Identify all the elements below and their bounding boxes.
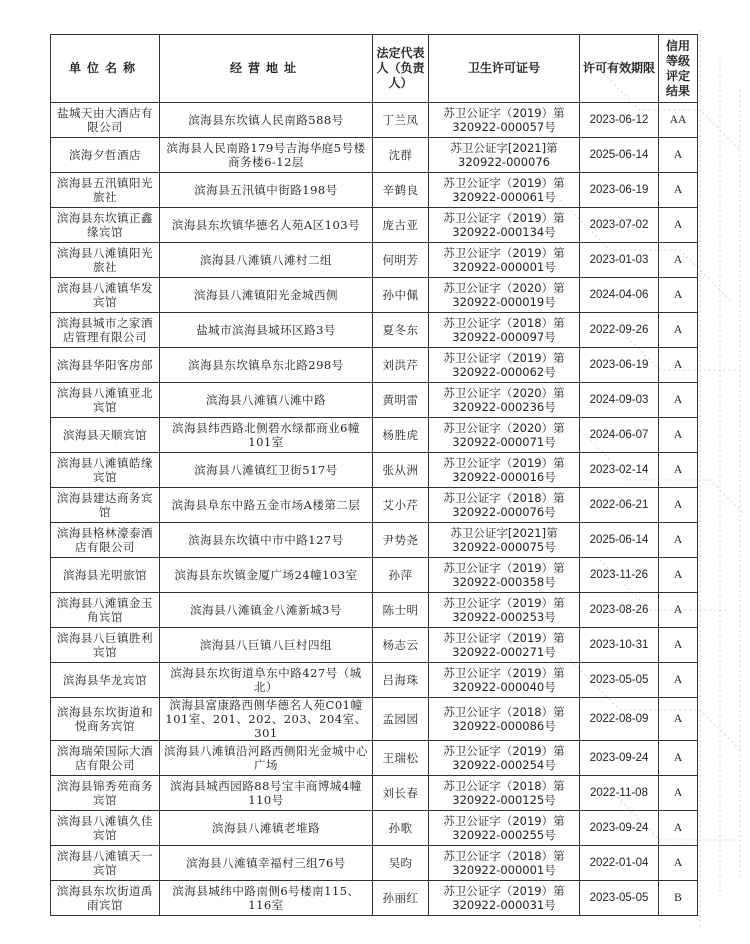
cell-credit-grade: A (659, 523, 698, 558)
cell-unit-name: 滨海县城市之家酒店管理有限公司 (51, 313, 160, 348)
cell-license-number: 苏卫公证字（2020）第320922-000236号 (429, 383, 580, 418)
cell-credit-grade: A (659, 278, 698, 313)
cell-license-number: 苏卫公证字（2019）第320922-000358号 (429, 558, 580, 593)
cell-legal-rep: 何明芳 (373, 243, 429, 278)
cell-license-expiry: 2023-05-05 (580, 881, 659, 916)
cell-license-expiry: 2024-06-07 (580, 418, 659, 453)
table-row (51, 776, 698, 811)
cell-unit-name: 滨海县八滩镇久佳宾馆 (51, 811, 160, 846)
cell-credit-grade: A (659, 418, 698, 453)
cell-unit-name: 滨海县华龙宾馆 (51, 663, 160, 698)
cell-license-number: 苏卫公证字（2019）第320922-000016号 (429, 453, 580, 488)
cell-license-expiry: 2025-06-14 (580, 138, 659, 173)
cell-legal-rep: 孙中佩 (373, 278, 429, 313)
table-row (51, 418, 698, 453)
cell-address: 滨海县东坎镇华德名人苑A区103号 (160, 208, 373, 243)
cell-address: 滨海县五汛镇中街路198号 (160, 173, 373, 208)
cell-legal-rep: 尹势尧 (373, 523, 429, 558)
cell-legal-rep: 张从洲 (373, 453, 429, 488)
table-row (51, 698, 698, 741)
cell-legal-rep: 杨胜虎 (373, 418, 429, 453)
header-unit-name: 单位名称 (51, 35, 160, 103)
cell-unit-name: 滨海县八巨镇胜利宾馆 (51, 628, 160, 663)
cell-unit-name: 滨海县八滩镇金玉角宾馆 (51, 593, 160, 628)
cell-license-expiry: 2023-06-12 (580, 103, 659, 138)
cell-license-expiry: 2023-09-24 (580, 741, 659, 776)
cell-address: 滨海县八滩镇阳光金城西侧 (160, 278, 373, 313)
cell-legal-rep: 杨志云 (373, 628, 429, 663)
cell-license-number: 苏卫公证字（2019）第320922-000061号 (429, 173, 580, 208)
table-header-row (51, 35, 698, 103)
table-row (51, 103, 698, 138)
cell-legal-rep: 孙歌 (373, 811, 429, 846)
cell-license-expiry: 2023-01-03 (580, 243, 659, 278)
cell-unit-name: 滨海瑞荣国际大酒店有限公司 (51, 741, 160, 776)
cell-legal-rep: 陈士明 (373, 593, 429, 628)
cell-legal-rep: 辛鹤良 (373, 173, 429, 208)
cell-address: 滨海县八巨镇八巨村四组 (160, 628, 373, 663)
cell-license-number: 苏卫公证字[2021]第320922-000075号 (429, 523, 580, 558)
cell-license-number: 苏卫公证字（2019）第320922-000062号 (429, 348, 580, 383)
header-license-number: 卫生许可证号 (429, 35, 580, 103)
cell-legal-rep: 刘洪芹 (373, 348, 429, 383)
table-row (51, 811, 698, 846)
cell-license-expiry: 2023-05-05 (580, 663, 659, 698)
cell-license-number: 苏卫公证字（2019）第320922-000040号 (429, 663, 580, 698)
cell-legal-rep: 沈群 (373, 138, 429, 173)
header-address: 经营地址 (160, 35, 373, 103)
cell-unit-name: 滨海县八滩镇皓缘宾馆 (51, 453, 160, 488)
cell-address: 滨海县人民南路179号吉海华庭5号楼商务楼6-12层 (160, 138, 373, 173)
cell-address: 滨海县东坎镇中市中路127号 (160, 523, 373, 558)
cell-legal-rep: 孟园园 (373, 698, 429, 741)
cell-address: 滨海县纬西路北侧碧水绿都商业6幢101室 (160, 418, 373, 453)
cell-address: 滨海县八滩镇沿河路西侧阳光金城中心广场 (160, 741, 373, 776)
cell-license-number: 苏卫公证字（2019）第320922-000134号 (429, 208, 580, 243)
cell-license-number: 苏卫公证字（2019）第320922-000057号 (429, 103, 580, 138)
cell-license-number: 苏卫公证字（2018）第320922-000086号 (429, 698, 580, 741)
cell-legal-rep: 吴昀 (373, 846, 429, 881)
cell-license-expiry: 2023-02-14 (580, 453, 659, 488)
table-row (51, 138, 698, 173)
cell-license-expiry: 2022-08-09 (580, 698, 659, 741)
cell-credit-grade: A (659, 593, 698, 628)
cell-license-expiry: 2023-07-02 (580, 208, 659, 243)
cell-address: 滨海县八滩镇红卫街517号 (160, 453, 373, 488)
table-row (51, 278, 698, 313)
cell-address: 滨海县八滩镇八滩中路 (160, 383, 373, 418)
cell-license-expiry: 2022-11-08 (580, 776, 659, 811)
cell-unit-name: 滨海县锦秀苑商务宾馆 (51, 776, 160, 811)
cell-address: 滨海县富康路西侧华德名人苑C01幢101室、201、202、203、204室、301 (160, 698, 373, 741)
cell-credit-grade: A (659, 173, 698, 208)
cell-credit-grade: A (659, 698, 698, 741)
cell-credit-grade: A (659, 243, 698, 278)
cell-license-expiry: 2023-09-24 (580, 811, 659, 846)
cell-legal-rep: 王瑞松 (373, 741, 429, 776)
cell-unit-name: 滨海县五汛镇阳光旅社 (51, 173, 160, 208)
cell-license-number: 苏卫公证字（2019）第320922-000253号 (429, 593, 580, 628)
cell-unit-name: 滨海县东坎镇正鑫缘宾馆 (51, 208, 160, 243)
table-row (51, 488, 698, 523)
cell-legal-rep: 孙丽红 (373, 881, 429, 916)
cell-credit-grade: AA (659, 103, 698, 138)
cell-unit-name: 滨海县东坎街道禹雨宾馆 (51, 881, 160, 916)
table-row (51, 663, 698, 698)
cell-unit-name: 滨海县八滩镇天一宾馆 (51, 846, 160, 881)
cell-license-number: 苏卫公证字（2020）第320922-000071号 (429, 418, 580, 453)
cell-license-expiry: 2023-06-19 (580, 173, 659, 208)
cell-legal-rep: 丁兰凤 (373, 103, 429, 138)
cell-credit-grade: A (659, 846, 698, 881)
cell-address: 滨海县东坎镇人民南路588号 (160, 103, 373, 138)
header-credit-grade: 信用等级评定结果 (659, 35, 698, 103)
cell-license-number: 苏卫公证字（2020）第320922-000019号 (429, 278, 580, 313)
cell-address: 滨海县城纬中路南侧6号楼南115、116室 (160, 881, 373, 916)
cell-address: 滨海县八滩镇金八滩新城3号 (160, 593, 373, 628)
table-row (51, 348, 698, 383)
cell-legal-rep: 孙萍 (373, 558, 429, 593)
cell-license-expiry: 2022-01-04 (580, 846, 659, 881)
cell-unit-name: 滨海县光明旅馆 (51, 558, 160, 593)
cell-credit-grade: A (659, 628, 698, 663)
cell-credit-grade: A (659, 313, 698, 348)
cell-license-expiry: 2023-08-26 (580, 593, 659, 628)
table-row (51, 313, 698, 348)
cell-credit-grade: A (659, 383, 698, 418)
cell-license-expiry: 2024-04-06 (580, 278, 659, 313)
cell-address: 滨海县东坎镇阜东北路298号 (160, 348, 373, 383)
cell-credit-grade: A (659, 811, 698, 846)
cell-license-expiry: 2023-11-26 (580, 558, 659, 593)
cell-credit-grade: B (659, 881, 698, 916)
cell-credit-grade: A (659, 138, 698, 173)
cell-address: 盐城市滨海县城环区路3号 (160, 313, 373, 348)
cell-license-expiry: 2025-06-14 (580, 523, 659, 558)
table-body (51, 103, 698, 916)
cell-license-expiry: 2023-06-19 (580, 348, 659, 383)
cell-unit-name: 滨海县东坎街道和悦商务宾馆 (51, 698, 160, 741)
table-row (51, 628, 698, 663)
cell-legal-rep: 吕海珠 (373, 663, 429, 698)
cell-address: 滨海县八滩镇八滩村二组 (160, 243, 373, 278)
cell-address: 滨海县东坎镇金厦广场24幢103室 (160, 558, 373, 593)
table-row (51, 741, 698, 776)
table-row (51, 453, 698, 488)
cell-license-number: 苏卫公证字（2019）第320922-000255号 (429, 811, 580, 846)
cell-license-number: 苏卫公证字（2019）第320922-000271号 (429, 628, 580, 663)
cell-address: 滨海县阜东中路五金市场A楼第二层 (160, 488, 373, 523)
cell-credit-grade: A (659, 663, 698, 698)
cell-address: 滨海县八滩镇幸福村三组76号 (160, 846, 373, 881)
cell-legal-rep: 刘长春 (373, 776, 429, 811)
table-row (51, 558, 698, 593)
cell-license-number: 苏卫公证字[2021]第320922-000076 (429, 138, 580, 173)
table-row (51, 173, 698, 208)
cell-credit-grade: A (659, 348, 698, 383)
table-row (51, 593, 698, 628)
cell-license-expiry: 2022-06-21 (580, 488, 659, 523)
table-row (51, 243, 698, 278)
cell-license-number: 苏卫公证字（2018）第320922-000001号 (429, 846, 580, 881)
header-license-expiry: 许可有效期限 (580, 35, 659, 103)
cell-credit-grade: A (659, 741, 698, 776)
cell-license-number: 苏卫公证字（2018）第320922-000076号 (429, 488, 580, 523)
cell-legal-rep: 夏冬东 (373, 313, 429, 348)
cell-unit-name: 滨海县八滩镇华发宾馆 (51, 278, 160, 313)
cell-unit-name: 滨海县八滩镇阳光旅社 (51, 243, 160, 278)
cell-license-number: 苏卫公证字（2019）第320922-000254号 (429, 741, 580, 776)
cell-license-expiry: 2022-09-26 (580, 313, 659, 348)
header-legal-rep: 法定代表人（负责人） (373, 35, 429, 103)
table-row (51, 523, 698, 558)
cell-legal-rep: 黄明雷 (373, 383, 429, 418)
cell-unit-name: 滨海夕哲酒店 (51, 138, 160, 173)
hotel-credit-registry-table (50, 34, 698, 916)
cell-credit-grade: A (659, 488, 698, 523)
cell-credit-grade: A (659, 776, 698, 811)
cell-unit-name: 滨海县八滩镇亚北宾馆 (51, 383, 160, 418)
cell-address: 滨海县八滩镇老堆路 (160, 811, 373, 846)
cell-credit-grade: A (659, 558, 698, 593)
cell-unit-name: 滨海县华阳客房部 (51, 348, 160, 383)
cell-license-number: 苏卫公证字（2019）第320922-000031号 (429, 881, 580, 916)
table-row (51, 208, 698, 243)
cell-license-number: 苏卫公证字（2019）第320922-000001号 (429, 243, 580, 278)
cell-legal-rep: 艾小芹 (373, 488, 429, 523)
cell-credit-grade: A (659, 208, 698, 243)
table-row (51, 383, 698, 418)
cell-license-expiry: 2023-10-31 (580, 628, 659, 663)
cell-address: 滨海县东坎街道阜东中路427号（城北） (160, 663, 373, 698)
table-row (51, 846, 698, 881)
cell-unit-name: 滨海县建达商务宾馆 (51, 488, 160, 523)
cell-legal-rep: 庞古亚 (373, 208, 429, 243)
cell-license-number: 苏卫公证字（2018）第320922-000125号 (429, 776, 580, 811)
cell-credit-grade: A (659, 453, 698, 488)
cell-license-expiry: 2024-09-03 (580, 383, 659, 418)
table-row (51, 881, 698, 916)
cell-unit-name: 盐城天由大酒店有限公司 (51, 103, 160, 138)
cell-address: 滨海县城西园路88号宝丰商博城4幢110号 (160, 776, 373, 811)
cell-license-number: 苏卫公证字（2018）第320922-000097号 (429, 313, 580, 348)
cell-unit-name: 滨海县格林濠泰酒店有限公司 (51, 523, 160, 558)
cell-unit-name: 滨海县天顺宾馆 (51, 418, 160, 453)
